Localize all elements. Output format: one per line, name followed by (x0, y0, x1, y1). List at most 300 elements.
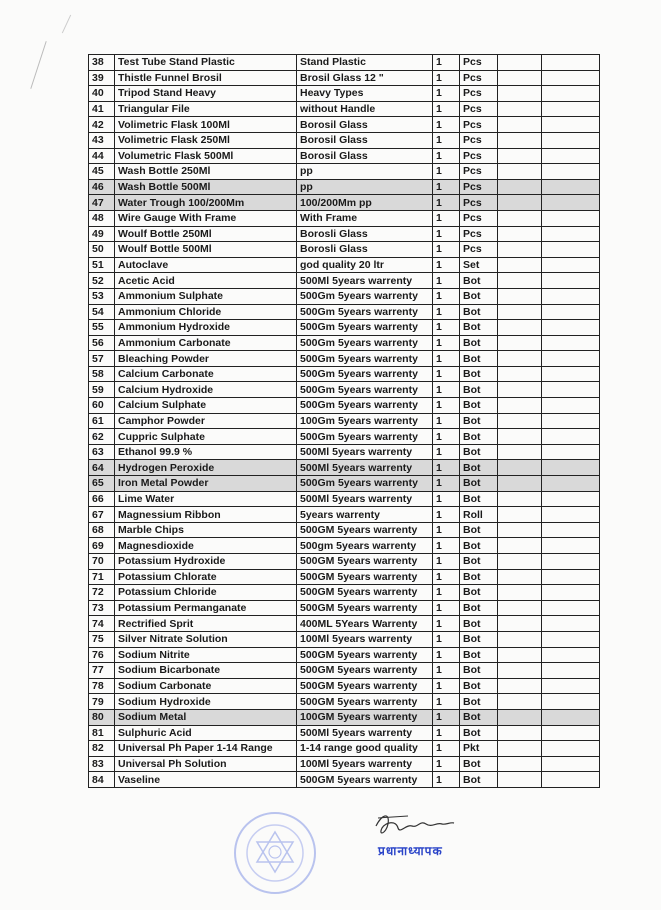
unit-cell: Bot (460, 382, 498, 398)
empty-cell-2 (542, 694, 600, 710)
unit-cell: Bot (460, 429, 498, 445)
item-specification-cell: 500Ml 5years warrenty (297, 273, 433, 289)
unit-cell: Bot (460, 366, 498, 382)
empty-cell-2 (542, 507, 600, 523)
quantity-cell: 1 (433, 444, 460, 460)
item-specification-cell: 500GM 5years warrenty (297, 569, 433, 585)
row-number-cell: 57 (89, 351, 115, 367)
quantity-cell: 1 (433, 257, 460, 273)
empty-cell-1 (498, 288, 542, 304)
empty-cell-2 (542, 55, 600, 71)
quantity-cell: 1 (433, 320, 460, 336)
item-specification-cell: 100Gm 5years warrenty (297, 413, 433, 429)
item-name-cell: Camphor Powder (115, 413, 297, 429)
table-row (89, 148, 600, 164)
quantity-cell: 1 (433, 741, 460, 757)
unit-cell: Roll (460, 507, 498, 523)
empty-cell-1 (498, 585, 542, 601)
empty-cell-2 (542, 148, 600, 164)
empty-cell-1 (498, 616, 542, 632)
table-row (89, 242, 600, 258)
empty-cell-2 (542, 242, 600, 258)
item-name-cell: Triangular File (115, 101, 297, 117)
quantity-cell: 1 (433, 507, 460, 523)
row-number-cell: 58 (89, 366, 115, 382)
unit-cell: Bot (460, 351, 498, 367)
empty-cell-2 (542, 585, 600, 601)
quantity-cell: 1 (433, 554, 460, 570)
empty-cell-1 (498, 678, 542, 694)
unit-cell: Bot (460, 600, 498, 616)
row-number-cell: 41 (89, 101, 115, 117)
table-row (89, 663, 600, 679)
unit-cell: Bot (460, 476, 498, 492)
quantity-cell: 1 (433, 398, 460, 414)
empty-cell-1 (498, 476, 542, 492)
unit-cell: Bot (460, 288, 498, 304)
unit-cell: Bot (460, 569, 498, 585)
item-name-cell: Test Tube Stand Plastic (115, 55, 297, 71)
table-row (89, 631, 600, 647)
empty-cell-2 (542, 398, 600, 414)
empty-cell-1 (498, 429, 542, 445)
table-row (89, 351, 600, 367)
empty-cell-1 (498, 444, 542, 460)
item-name-cell: Sodium Bicarbonate (115, 663, 297, 679)
quantity-cell: 1 (433, 242, 460, 258)
unit-cell: Bot (460, 772, 498, 788)
row-number-cell: 49 (89, 226, 115, 242)
item-name-cell: Volumetric Flask 500Ml (115, 148, 297, 164)
unit-cell: Bot (460, 491, 498, 507)
empty-cell-2 (542, 663, 600, 679)
empty-cell-1 (498, 335, 542, 351)
empty-cell-1 (498, 86, 542, 102)
empty-cell-1 (498, 382, 542, 398)
table-row (89, 273, 600, 289)
row-number-cell: 65 (89, 476, 115, 492)
empty-cell-1 (498, 569, 542, 585)
empty-cell-1 (498, 756, 542, 772)
empty-cell-2 (542, 709, 600, 725)
item-name-cell: Calcium Sulphate (115, 398, 297, 414)
row-number-cell: 78 (89, 678, 115, 694)
row-number-cell: 79 (89, 694, 115, 710)
row-number-cell: 53 (89, 288, 115, 304)
table-row (89, 195, 600, 211)
empty-cell-1 (498, 460, 542, 476)
item-name-cell: Universal Ph Solution (115, 756, 297, 772)
item-specification-cell: 500GM 5years warrenty (297, 772, 433, 788)
quantity-cell: 1 (433, 117, 460, 133)
table-row (89, 179, 600, 195)
quantity-cell: 1 (433, 132, 460, 148)
item-specification-cell: 500Ml 5years warrenty (297, 460, 433, 476)
item-name-cell: Sodium Carbonate (115, 678, 297, 694)
item-specification-cell: 500Gm 5years warrenty (297, 429, 433, 445)
item-specification-cell: 500Gm 5years warrenty (297, 320, 433, 336)
empty-cell-2 (542, 273, 600, 289)
item-specification-cell: 500Gm 5years warrenty (297, 366, 433, 382)
empty-cell-2 (542, 382, 600, 398)
signature (368, 806, 458, 846)
table-row (89, 772, 600, 788)
scan-artifact (30, 41, 46, 89)
quantity-cell: 1 (433, 476, 460, 492)
table-row (89, 725, 600, 741)
empty-cell-2 (542, 616, 600, 632)
item-specification-cell: 500GM 5years warrenty (297, 663, 433, 679)
table-row (89, 756, 600, 772)
item-specification-cell: 100GM 5years warrenty (297, 709, 433, 725)
table-row (89, 257, 600, 273)
item-name-cell: Magnesdioxide (115, 538, 297, 554)
quantity-cell: 1 (433, 366, 460, 382)
empty-cell-1 (498, 242, 542, 258)
table-row (89, 288, 600, 304)
unit-cell: Bot (460, 273, 498, 289)
row-number-cell: 80 (89, 709, 115, 725)
table-row (89, 491, 600, 507)
empty-cell-1 (498, 741, 542, 757)
table-row (89, 600, 600, 616)
empty-cell-1 (498, 179, 542, 195)
empty-cell-1 (498, 132, 542, 148)
quantity-cell: 1 (433, 772, 460, 788)
item-name-cell: Universal Ph Paper 1-14 Range (115, 741, 297, 757)
item-specification-cell: Borosli Glass (297, 226, 433, 242)
table-row (89, 460, 600, 476)
item-specification-cell: 100/200Mm pp (297, 195, 433, 211)
empty-cell-1 (498, 257, 542, 273)
unit-cell: Pcs (460, 70, 498, 86)
quantity-cell: 1 (433, 429, 460, 445)
row-number-cell: 47 (89, 195, 115, 211)
empty-cell-2 (542, 429, 600, 445)
row-number-cell: 44 (89, 148, 115, 164)
unit-cell: Bot (460, 554, 498, 570)
item-name-cell: Vaseline (115, 772, 297, 788)
empty-cell-1 (498, 694, 542, 710)
row-number-cell: 46 (89, 179, 115, 195)
empty-cell-1 (498, 101, 542, 117)
empty-cell-2 (542, 756, 600, 772)
empty-cell-2 (542, 476, 600, 492)
item-name-cell: Sodium Metal (115, 709, 297, 725)
row-number-cell: 63 (89, 444, 115, 460)
empty-cell-1 (498, 538, 542, 554)
empty-cell-1 (498, 320, 542, 336)
item-specification-cell: without Handle (297, 101, 433, 117)
empty-cell-1 (498, 304, 542, 320)
empty-cell-2 (542, 70, 600, 86)
row-number-cell: 42 (89, 117, 115, 133)
empty-cell-1 (498, 522, 542, 538)
empty-cell-1 (498, 631, 542, 647)
row-number-cell: 71 (89, 569, 115, 585)
item-name-cell: Acetic Acid (115, 273, 297, 289)
item-specification-cell: 500Ml 5years warrenty (297, 725, 433, 741)
item-name-cell: Woulf Bottle 250Ml (115, 226, 297, 242)
empty-cell-2 (542, 569, 600, 585)
empty-cell-2 (542, 226, 600, 242)
empty-cell-2 (542, 304, 600, 320)
item-specification-cell: 500Gm 5years warrenty (297, 476, 433, 492)
empty-cell-1 (498, 398, 542, 414)
unit-cell: Pcs (460, 195, 498, 211)
table-row (89, 507, 600, 523)
item-specification-cell: 500GM 5years warrenty (297, 522, 433, 538)
table-row (89, 86, 600, 102)
unit-cell: Bot (460, 647, 498, 663)
empty-cell-2 (542, 741, 600, 757)
row-number-cell: 64 (89, 460, 115, 476)
unit-cell: Pcs (460, 148, 498, 164)
row-number-cell: 62 (89, 429, 115, 445)
empty-cell-1 (498, 210, 542, 226)
quantity-cell: 1 (433, 382, 460, 398)
unit-cell: Pcs (460, 226, 498, 242)
row-number-cell: 77 (89, 663, 115, 679)
item-specification-cell: 500GM 5years warrenty (297, 678, 433, 694)
item-specification-cell: 500gm 5years warrenty (297, 538, 433, 554)
table-row (89, 554, 600, 570)
item-name-cell: Wash Bottle 250Ml (115, 164, 297, 180)
empty-cell-2 (542, 413, 600, 429)
empty-cell-2 (542, 631, 600, 647)
row-number-cell: 70 (89, 554, 115, 570)
table-row (89, 538, 600, 554)
empty-cell-2 (542, 257, 600, 273)
unit-cell: Bot (460, 304, 498, 320)
unit-cell: Pkt (460, 741, 498, 757)
item-name-cell: Magnessium Ribbon (115, 507, 297, 523)
quantity-cell: 1 (433, 351, 460, 367)
empty-cell-2 (542, 554, 600, 570)
empty-cell-1 (498, 709, 542, 725)
item-specification-cell: 500GM 5years warrenty (297, 600, 433, 616)
item-name-cell: Potassium Chloride (115, 585, 297, 601)
row-number-cell: 66 (89, 491, 115, 507)
unit-cell: Bot (460, 725, 498, 741)
item-name-cell: Potassium Chlorate (115, 569, 297, 585)
row-number-cell: 52 (89, 273, 115, 289)
unit-cell: Bot (460, 335, 498, 351)
row-number-cell: 75 (89, 631, 115, 647)
quantity-cell: 1 (433, 756, 460, 772)
inventory-table (88, 54, 600, 788)
empty-cell-1 (498, 725, 542, 741)
empty-cell-1 (498, 491, 542, 507)
unit-cell: Pcs (460, 179, 498, 195)
empty-cell-1 (498, 413, 542, 429)
item-specification-cell: pp (297, 179, 433, 195)
unit-cell: Bot (460, 585, 498, 601)
item-specification-cell: Heavy Types (297, 86, 433, 102)
empty-cell-1 (498, 148, 542, 164)
unit-cell: Bot (460, 444, 498, 460)
item-name-cell: Water Trough 100/200Mm (115, 195, 297, 211)
table-row (89, 117, 600, 133)
empty-cell-1 (498, 164, 542, 180)
quantity-cell: 1 (433, 647, 460, 663)
item-name-cell: Sulphuric Acid (115, 725, 297, 741)
item-name-cell: Sodium Nitrite (115, 647, 297, 663)
item-name-cell: Thistle Funnel Brosil (115, 70, 297, 86)
row-number-cell: 38 (89, 55, 115, 71)
item-name-cell: Marble Chips (115, 522, 297, 538)
empty-cell-2 (542, 335, 600, 351)
empty-cell-2 (542, 444, 600, 460)
empty-cell-1 (498, 117, 542, 133)
item-specification-cell: With Frame (297, 210, 433, 226)
item-name-cell: Potassium Permanganate (115, 600, 297, 616)
quantity-cell: 1 (433, 491, 460, 507)
unit-cell: Bot (460, 413, 498, 429)
table-row (89, 585, 600, 601)
item-specification-cell: 500Gm 5years warrenty (297, 304, 433, 320)
unit-cell: Bot (460, 631, 498, 647)
row-number-cell: 67 (89, 507, 115, 523)
item-specification-cell: 100Ml 5years warrenty (297, 756, 433, 772)
table-row (89, 413, 600, 429)
row-number-cell: 68 (89, 522, 115, 538)
item-specification-cell: 100Ml 5years warrenty (297, 631, 433, 647)
table-row (89, 70, 600, 86)
item-name-cell: Silver Nitrate Solution (115, 631, 297, 647)
quantity-cell: 1 (433, 210, 460, 226)
item-name-cell: Ammonium Sulphate (115, 288, 297, 304)
table-row (89, 164, 600, 180)
row-number-cell: 39 (89, 70, 115, 86)
item-specification-cell: 500Gm 5years warrenty (297, 335, 433, 351)
row-number-cell: 69 (89, 538, 115, 554)
item-specification-cell: Stand Plastic (297, 55, 433, 71)
quantity-cell: 1 (433, 600, 460, 616)
empty-cell-2 (542, 288, 600, 304)
empty-cell-2 (542, 195, 600, 211)
quantity-cell: 1 (433, 694, 460, 710)
table-row (89, 382, 600, 398)
table-row (89, 522, 600, 538)
empty-cell-2 (542, 522, 600, 538)
table-row (89, 444, 600, 460)
table-row (89, 476, 600, 492)
item-name-cell: Autoclave (115, 257, 297, 273)
item-specification-cell: Borosil Glass (297, 148, 433, 164)
quantity-cell: 1 (433, 273, 460, 289)
empty-cell-1 (498, 647, 542, 663)
unit-cell: Bot (460, 694, 498, 710)
row-number-cell: 82 (89, 741, 115, 757)
row-number-cell: 55 (89, 320, 115, 336)
unit-cell: Bot (460, 616, 498, 632)
unit-cell: Bot (460, 663, 498, 679)
empty-cell-2 (542, 179, 600, 195)
unit-cell: Bot (460, 756, 498, 772)
quantity-cell: 1 (433, 413, 460, 429)
unit-cell: Pcs (460, 210, 498, 226)
table-row (89, 569, 600, 585)
empty-cell-2 (542, 320, 600, 336)
empty-cell-2 (542, 366, 600, 382)
empty-cell-1 (498, 226, 542, 242)
quantity-cell: 1 (433, 616, 460, 632)
unit-cell: Bot (460, 398, 498, 414)
item-name-cell: Ammonium Chloride (115, 304, 297, 320)
item-specification-cell: pp (297, 164, 433, 180)
unit-cell: Bot (460, 522, 498, 538)
quantity-cell: 1 (433, 164, 460, 180)
table-row (89, 226, 600, 242)
item-name-cell: Ethanol 99.9 % (115, 444, 297, 460)
quantity-cell: 1 (433, 335, 460, 351)
table-row (89, 429, 600, 445)
empty-cell-2 (542, 460, 600, 476)
item-name-cell: Volimetric Flask 100Ml (115, 117, 297, 133)
row-number-cell: 45 (89, 164, 115, 180)
item-name-cell: Tripod Stand Heavy (115, 86, 297, 102)
item-name-cell: Ammonium Hydroxide (115, 320, 297, 336)
quantity-cell: 1 (433, 86, 460, 102)
item-specification-cell: 500GM 5years warrenty (297, 554, 433, 570)
item-specification-cell: 500GM 5years warrenty (297, 694, 433, 710)
empty-cell-2 (542, 132, 600, 148)
item-specification-cell: 500Gm 5years warrenty (297, 382, 433, 398)
row-number-cell: 72 (89, 585, 115, 601)
empty-cell-1 (498, 600, 542, 616)
item-name-cell: Rectrified Sprit (115, 616, 297, 632)
item-specification-cell: Borosil Glass (297, 117, 433, 133)
item-specification-cell: 400ML 5Years Warrenty (297, 616, 433, 632)
row-number-cell: 40 (89, 86, 115, 102)
table-row (89, 678, 600, 694)
item-name-cell: Calcium Hydroxide (115, 382, 297, 398)
empty-cell-2 (542, 491, 600, 507)
row-number-cell: 83 (89, 756, 115, 772)
empty-cell-2 (542, 772, 600, 788)
table-row (89, 132, 600, 148)
item-specification-cell: 500Ml 5years warrenty (297, 444, 433, 460)
table-row (89, 616, 600, 632)
quantity-cell: 1 (433, 725, 460, 741)
quantity-cell: 1 (433, 569, 460, 585)
item-name-cell: Wash Bottle 500Ml (115, 179, 297, 195)
table-row (89, 210, 600, 226)
item-specification-cell: 500Ml 5years warrenty (297, 491, 433, 507)
unit-cell: Set (460, 257, 498, 273)
quantity-cell: 1 (433, 538, 460, 554)
empty-cell-2 (542, 101, 600, 117)
item-name-cell: Ammonium Carbonate (115, 335, 297, 351)
empty-cell-2 (542, 647, 600, 663)
empty-cell-1 (498, 55, 542, 71)
item-name-cell: Volimetric Flask 250Ml (115, 132, 297, 148)
empty-cell-2 (542, 538, 600, 554)
item-specification-cell: 500Gm 5years warrenty (297, 398, 433, 414)
table-row (89, 647, 600, 663)
quantity-cell: 1 (433, 460, 460, 476)
row-number-cell: 60 (89, 398, 115, 414)
row-number-cell: 48 (89, 210, 115, 226)
unit-cell: Bot (460, 320, 498, 336)
unit-cell: Bot (460, 538, 498, 554)
item-name-cell: Wire Gauge With Frame (115, 210, 297, 226)
row-number-cell: 59 (89, 382, 115, 398)
empty-cell-2 (542, 600, 600, 616)
item-specification-cell: Borosil Glass (297, 132, 433, 148)
empty-cell-2 (542, 86, 600, 102)
